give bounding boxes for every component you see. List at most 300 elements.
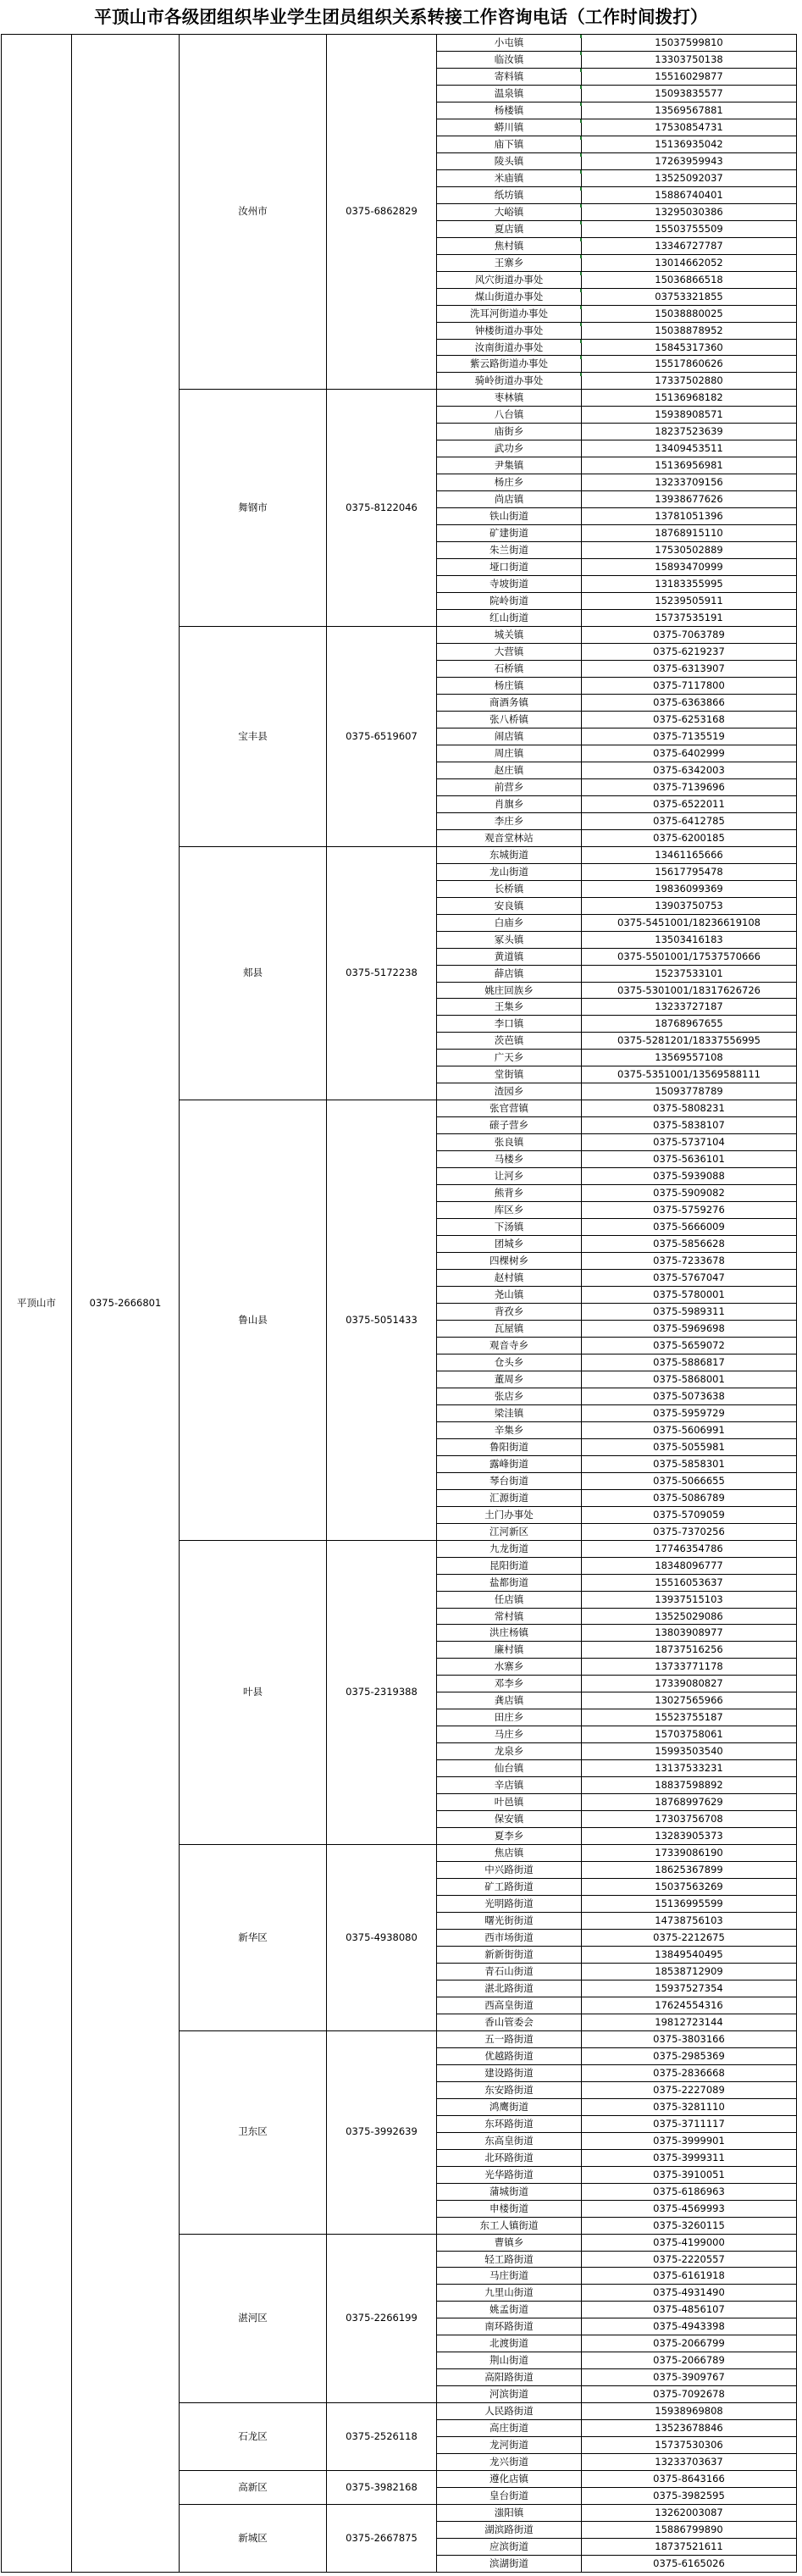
town-name: 观音寺乡 — [489, 1338, 528, 1351]
cell-marker-icon — [580, 373, 582, 376]
town-phone: 0375-5301001/18317626726 — [617, 983, 761, 996]
district-phone: 0375-2667875 — [346, 2531, 418, 2544]
town-phone: 15136935042 — [655, 137, 723, 150]
town-name: 尚店镇 — [494, 492, 524, 505]
town-phone: 15516053637 — [655, 1576, 723, 1588]
district-name: 新华区 — [238, 1931, 268, 1943]
town-name: 鲁阳街道 — [489, 1440, 528, 1453]
town-phone: 18768967655 — [655, 1017, 723, 1029]
town-phone: 13137533231 — [655, 1761, 723, 1774]
town-phone: 0375-3281110 — [653, 2100, 725, 2113]
town-name: 煤山街道办事处 — [474, 290, 544, 302]
town-name: 张良镇 — [494, 1135, 524, 1148]
cell-marker-icon — [580, 102, 582, 106]
town-phone: 19836099369 — [655, 882, 723, 895]
town-phone: 0375-2066799 — [653, 2336, 725, 2349]
town-phone: 17530854731 — [655, 120, 723, 133]
town-phone: 0375-5086789 — [653, 1491, 725, 1504]
town-name: 堂街镇 — [494, 1067, 524, 1080]
town-phone: 0375-4943398 — [653, 2319, 725, 2332]
town-name: 瓦屋镇 — [494, 1321, 524, 1334]
town-name: 高阳路街道 — [484, 2370, 534, 2383]
town-name: 申楼街道 — [489, 2202, 528, 2214]
town-name: 仙台镇 — [494, 1761, 524, 1774]
town-name: 洪庄杨镇 — [489, 1626, 528, 1638]
town-name: 优越路街道 — [484, 2049, 534, 2062]
town-name: 高庄街道 — [489, 2421, 528, 2434]
town-name: 城关镇 — [494, 628, 524, 640]
town-name: 辛集乡 — [494, 1423, 524, 1436]
town-name: 庙街乡 — [494, 424, 524, 437]
town-phone: 13409453511 — [655, 441, 723, 454]
town-phone: 17530502889 — [655, 543, 723, 556]
town-name: 东工人镇街道 — [479, 2219, 539, 2231]
town-phone: 15516029877 — [655, 69, 723, 82]
town-phone: 0375-5281201/18337556995 — [617, 1033, 761, 1046]
town-phone: 17337502880 — [655, 374, 723, 386]
town-name: 光华路街道 — [484, 2168, 534, 2180]
town-name: 保安镇 — [494, 1812, 524, 1825]
town-name: 商酒务镇 — [489, 695, 528, 708]
district-name: 高新区 — [238, 2480, 268, 2493]
town-name: 紫云路街道办事处 — [470, 357, 548, 369]
town-phone: 14738756103 — [655, 1914, 723, 1926]
town-name: 东城街道 — [489, 848, 528, 861]
town-name: 下汤镇 — [494, 1220, 524, 1233]
town-phone: 0375-6161918 — [653, 2269, 725, 2281]
town-phone: 0375-5636101 — [653, 1152, 725, 1165]
town-name: 姚孟街道 — [489, 2302, 528, 2315]
town-phone: 13903750753 — [655, 899, 723, 911]
town-phone: 15886740401 — [655, 188, 723, 201]
town-phone: 0375-5856628 — [653, 1237, 725, 1249]
town-phone: 0375-6412785 — [653, 814, 725, 827]
town-phone: 0375-2220557 — [653, 2252, 725, 2265]
town-phone: 0375-4569993 — [653, 2202, 725, 2214]
town-phone: 0375-3982595 — [653, 2489, 725, 2501]
town-name: 江河新区 — [489, 1525, 528, 1537]
town-phone: 13569557108 — [655, 1050, 723, 1063]
town-phone: 15239505911 — [655, 594, 723, 607]
town-name: 骑岭街道办事处 — [474, 374, 544, 386]
town-phone: 18538712909 — [655, 1964, 723, 1977]
town-name: 库区乡 — [494, 1203, 524, 1216]
town-name: 东安路街道 — [484, 2083, 534, 2096]
city-name: 平顶山市 — [17, 1296, 56, 1309]
town-phone: 0375-2836668 — [653, 2066, 725, 2079]
town-name: 应滨街道 — [489, 2540, 528, 2552]
town-name: 尧山镇 — [494, 1288, 524, 1300]
town-name: 河滨街道 — [489, 2387, 528, 2400]
town-phone: 15993503540 — [655, 1744, 723, 1757]
town-name: 仓头乡 — [494, 1355, 524, 1368]
cell-marker-icon — [580, 356, 582, 359]
town-name: 曙光街街道 — [484, 1914, 534, 1926]
town-phone: 0375-5868001 — [653, 1372, 725, 1385]
town-phone: 0375-8643166 — [653, 2472, 725, 2485]
town-name: 辛店镇 — [494, 1778, 524, 1791]
district-phone: 0375-2266199 — [346, 2312, 418, 2324]
town-name: 大峪镇 — [494, 205, 524, 218]
town-phone: 0375-6200185 — [653, 831, 725, 844]
town-name: 田庄乡 — [494, 1710, 524, 1723]
town-phone: 15503755509 — [655, 222, 723, 235]
town-phone: 0375-5073638 — [653, 1389, 725, 1402]
district-phone: 0375-5051433 — [346, 1313, 418, 1326]
town-phone: 0375-5886817 — [653, 1355, 725, 1368]
town-phone: 13346727787 — [655, 239, 723, 252]
town-phone: 15937527354 — [655, 1981, 723, 1994]
town-phone: 0375-5969698 — [653, 1321, 725, 1334]
district-name: 湛河区 — [238, 2312, 268, 2324]
town-name: 叶邑镇 — [494, 1795, 524, 1808]
district-phone: 0375-2319388 — [346, 1686, 418, 1698]
town-phone: 13233727187 — [655, 1000, 723, 1012]
town-name: 广天乡 — [494, 1050, 524, 1063]
town-name: 轻工路街道 — [484, 2252, 534, 2265]
town-name: 琴台街道 — [489, 1474, 528, 1487]
town-name: 汇源街道 — [489, 1491, 528, 1504]
town-name: 赵庄镇 — [494, 763, 524, 776]
town-name: 张官营镇 — [489, 1101, 528, 1114]
town-name: 安良镇 — [494, 899, 524, 911]
town-phone: 18737516256 — [655, 1643, 723, 1655]
town-phone: 18768997629 — [655, 1795, 723, 1808]
town-phone: 17263959943 — [655, 154, 723, 167]
district-name: 舞钢市 — [238, 501, 268, 513]
town-phone: 0375-5666009 — [653, 1220, 725, 1233]
town-name: 东环路街道 — [484, 2117, 534, 2130]
town-name: 团城乡 — [494, 1237, 524, 1249]
town-phone: 0375-4199000 — [653, 2235, 725, 2248]
town-phone: 13569567881 — [655, 103, 723, 116]
town-name: 薛店镇 — [494, 967, 524, 979]
town-name: 姚庄回族乡 — [484, 983, 534, 996]
town-phone: 0375-3909767 — [653, 2370, 725, 2383]
town-name: 北渡街道 — [489, 2336, 528, 2349]
town-phone: 0375-7117800 — [653, 679, 725, 691]
cell-marker-icon — [580, 272, 582, 275]
town-phone: 0375-6186963 — [653, 2185, 725, 2197]
town-phone: 0375-5959729 — [653, 1406, 725, 1419]
district-name: 汝州市 — [238, 205, 268, 218]
town-phone: 13937515103 — [655, 1593, 723, 1605]
town-phone: 13233703637 — [655, 2455, 723, 2468]
town-name: 米庙镇 — [494, 171, 524, 184]
town-name: 王寨乡 — [494, 256, 524, 269]
town-name: 长桥镇 — [494, 882, 524, 895]
cell-marker-icon — [580, 187, 582, 191]
town-name: 建设路街道 — [484, 2066, 534, 2079]
town-name: 赵村镇 — [494, 1271, 524, 1283]
town-phone: 0375-5351001/13569588111 — [617, 1067, 761, 1080]
district-name: 鲁山县 — [238, 1313, 268, 1326]
town-name: 任店镇 — [494, 1593, 524, 1605]
town-name: 蟒川镇 — [494, 120, 524, 133]
town-name: 张店乡 — [494, 1389, 524, 1402]
town-phone: 17746354786 — [655, 1542, 723, 1554]
district-name: 石龙区 — [238, 2429, 268, 2442]
town-phone: 13503416183 — [655, 933, 723, 945]
town-phone: 0375-5737104 — [653, 1135, 725, 1148]
town-phone: 0375-5451001/18236619108 — [617, 916, 761, 928]
town-phone: 15093835577 — [655, 86, 723, 99]
town-name: 滨湖街道 — [489, 2557, 528, 2569]
town-phone: 15938908571 — [655, 407, 723, 420]
town-phone: 0375-5759276 — [653, 1203, 725, 1216]
town-phone: 13027565966 — [655, 1693, 723, 1706]
town-phone: 18625367899 — [655, 1863, 723, 1875]
town-name: 东高皇街道 — [484, 2134, 534, 2147]
town-name: 滍阳镇 — [494, 2506, 524, 2518]
town-phone: 0375-6165026 — [653, 2557, 725, 2569]
district-phone: 0375-6519607 — [346, 729, 418, 742]
town-phone: 15523755187 — [655, 1710, 723, 1723]
town-name: 冢头镇 — [494, 933, 524, 945]
town-phone: 0375-3910051 — [653, 2168, 725, 2180]
town-name: 露峰街道 — [489, 1457, 528, 1470]
town-name: 磙子营乡 — [489, 1118, 528, 1131]
town-phone: 13283905373 — [655, 1829, 723, 1842]
town-phone: 15036866518 — [655, 273, 723, 285]
town-name: 八台镇 — [494, 407, 524, 420]
town-phone: 13233709156 — [655, 475, 723, 488]
town-phone: 0375-4856107 — [653, 2302, 725, 2315]
town-phone: 0375-3260115 — [653, 2219, 725, 2231]
district-name: 新城区 — [238, 2531, 268, 2544]
town-name: 马庄街道 — [489, 2269, 528, 2281]
town-phone: 0375-5659072 — [653, 1338, 725, 1351]
town-phone: 0375-5858301 — [653, 1457, 725, 1470]
town-name: 王集乡 — [494, 1000, 524, 1012]
town-phone: 13523678846 — [655, 2421, 723, 2434]
town-phone: 0375-5767047 — [653, 1271, 725, 1283]
town-name: 李口镇 — [494, 1017, 524, 1029]
town-phone: 18348096777 — [655, 1559, 723, 1571]
town-name: 风穴街道办事处 — [474, 273, 544, 285]
cell-marker-icon — [580, 35, 582, 38]
district-name: 郏县 — [243, 967, 263, 979]
town-name: 五一路街道 — [484, 2032, 534, 2045]
town-phone: 0375-5838107 — [653, 1118, 725, 1131]
town-name: 周庄镇 — [494, 746, 524, 759]
town-name: 中兴路街道 — [484, 1863, 534, 1875]
town-phone: 15237533101 — [655, 967, 723, 979]
town-phone: 0375-7370256 — [653, 1525, 725, 1537]
town-name: 武功乡 — [494, 441, 524, 454]
town-name: 钟楼街道办事处 — [474, 324, 544, 336]
town-name: 马庄乡 — [494, 1727, 524, 1740]
town-phone: 0375-2066789 — [653, 2353, 725, 2366]
town-phone: 15136956981 — [655, 458, 723, 471]
town-name: 杨庄乡 — [494, 475, 524, 488]
town-name: 曹镇乡 — [494, 2235, 524, 2248]
town-phone: 0375-6522011 — [653, 797, 725, 810]
town-name: 温泉镇 — [494, 86, 524, 99]
town-phone: 18837598892 — [655, 1778, 723, 1791]
cell-marker-icon — [580, 69, 582, 72]
town-phone: 0375-5939088 — [653, 1169, 725, 1182]
town-name: 土门办事处 — [484, 1508, 534, 1521]
town-name: 寄料镇 — [494, 69, 524, 82]
town-name: 红山街道 — [489, 611, 528, 623]
town-name: 夏店镇 — [494, 222, 524, 235]
town-name: 光明路街道 — [484, 1897, 534, 1909]
district-name: 叶县 — [243, 1686, 263, 1698]
town-phone: 0375-7063789 — [653, 628, 725, 640]
town-phone: 17624554316 — [655, 1998, 723, 2011]
cell-marker-icon — [580, 119, 582, 123]
town-phone: 15893470999 — [655, 560, 723, 573]
town-phone: 15845317360 — [655, 341, 723, 353]
town-phone: 0375-5709059 — [653, 1508, 725, 1521]
town-phone: 13733771178 — [655, 1659, 723, 1672]
town-phone: 18237523639 — [655, 424, 723, 437]
town-phone: 13461165666 — [655, 848, 723, 861]
town-name: 夏李乡 — [494, 1829, 524, 1842]
cell-marker-icon — [580, 204, 582, 208]
cell-marker-icon — [580, 52, 582, 55]
town-phone: 13781051396 — [655, 509, 723, 522]
town-name: 背孜乡 — [494, 1305, 524, 1317]
town-phone: 15038878952 — [655, 324, 723, 336]
town-name: 杨庄镇 — [494, 679, 524, 691]
cell-marker-icon — [580, 255, 582, 258]
town-phone: 15136968182 — [655, 391, 723, 403]
town-name: 洗耳河街道办事处 — [470, 307, 548, 319]
town-phone: 0375-5055981 — [653, 1440, 725, 1453]
town-phone: 15517860626 — [655, 357, 723, 369]
town-name: 鸿鹰街道 — [489, 2100, 528, 2113]
town-name: 北环路街道 — [484, 2151, 534, 2163]
cell-marker-icon — [580, 153, 582, 157]
town-phone: 0375-4931490 — [653, 2285, 725, 2298]
town-name: 遵化店镇 — [489, 2472, 528, 2485]
town-phone: 0375-2227089 — [653, 2083, 725, 2096]
town-name: 李庄乡 — [494, 814, 524, 827]
town-phone: 15938969808 — [655, 2404, 723, 2417]
town-name: 九龙街道 — [489, 1542, 528, 1554]
town-phone: 18768915110 — [655, 526, 723, 539]
cell-marker-icon — [580, 170, 582, 174]
town-name: 院岭街道 — [489, 594, 528, 607]
town-phone: 0375-6219237 — [653, 645, 725, 657]
town-name: 枣林镇 — [494, 391, 524, 403]
town-phone: 13014662052 — [655, 256, 723, 269]
town-phone: 15737530306 — [655, 2438, 723, 2451]
town-name: 渣园乡 — [494, 1084, 524, 1097]
table-border-right — [796, 34, 797, 2573]
town-name: 香山管委会 — [484, 2015, 534, 2028]
page-title: 平顶山市各级团组织毕业学生团员组织关系转接工作咨询电话（工作时间拨打） — [94, 7, 708, 27]
town-name: 西高皇街道 — [484, 1998, 534, 2011]
town-phone: 0375-2212675 — [653, 1931, 725, 1943]
town-phone: 0375-6402999 — [653, 746, 725, 759]
town-name: 朱兰街道 — [489, 543, 528, 556]
town-phone: 0375-5606991 — [653, 1423, 725, 1436]
town-phone: 13262003087 — [655, 2506, 723, 2518]
town-phone: 0375-3711117 — [653, 2117, 725, 2130]
cell-marker-icon — [580, 306, 582, 309]
town-name: 梁洼镇 — [494, 1406, 524, 1419]
town-phone: 13295030386 — [655, 205, 723, 218]
town-name: 矿建街道 — [489, 526, 528, 539]
town-phone: 0375-5989311 — [653, 1305, 725, 1317]
town-phone: 18737521611 — [655, 2540, 723, 2552]
town-phone: 0375-7092678 — [653, 2387, 725, 2400]
cell-marker-icon — [580, 340, 582, 343]
town-name: 熊背乡 — [494, 1186, 524, 1199]
town-name: 杨楼镇 — [494, 103, 524, 116]
town-phone: 19812723144 — [655, 2015, 723, 2028]
town-phone: 15093778789 — [655, 1084, 723, 1097]
town-phone: 15037599810 — [655, 36, 723, 48]
town-name: 观音堂林站 — [484, 831, 534, 844]
town-name: 龚店镇 — [494, 1693, 524, 1706]
town-phone: 15037563269 — [655, 1880, 723, 1892]
town-phone: 0375-5066655 — [653, 1474, 725, 1487]
town-phone: 0375-5501001/17537570666 — [617, 950, 761, 962]
town-phone: 13303750138 — [655, 53, 723, 65]
town-name: 湛北路街道 — [484, 1981, 534, 1994]
town-name: 垭口街道 — [489, 560, 528, 573]
town-name: 肖旗乡 — [494, 797, 524, 810]
town-phone: 13938677626 — [655, 492, 723, 505]
district-phone: 0375-2526118 — [346, 2429, 418, 2442]
town-name: 湖滨路街道 — [484, 2523, 534, 2535]
town-name: 大营镇 — [494, 645, 524, 657]
town-phone: 0375-3803166 — [653, 2032, 725, 2045]
town-phone: 13803908977 — [655, 1626, 723, 1638]
town-name: 荆山街道 — [489, 2353, 528, 2366]
town-phone: 15136995599 — [655, 1897, 723, 1909]
town-name: 常村镇 — [494, 1609, 524, 1622]
district-phone: 0375-8122046 — [346, 501, 418, 513]
town-name: 四棵树乡 — [489, 1254, 528, 1266]
town-name: 汝南街道办事处 — [474, 341, 544, 353]
town-name: 小屯镇 — [494, 36, 524, 48]
town-name: 蒲城街道 — [489, 2185, 528, 2197]
table-border-bottom — [1, 2572, 797, 2573]
town-phone: 0375-5780001 — [653, 1288, 725, 1300]
town-phone: 0375-3999311 — [653, 2151, 725, 2163]
town-phone: 03753321855 — [655, 290, 723, 302]
town-name: 焦店镇 — [494, 1846, 524, 1859]
town-phone: 17303756708 — [655, 1812, 723, 1825]
town-phone: 17339080827 — [655, 1676, 723, 1689]
district-name: 卫东区 — [238, 2125, 268, 2138]
town-name: 西市场街道 — [484, 1931, 534, 1943]
district-phone: 0375-5172238 — [346, 967, 418, 979]
town-phone: 0375-7135519 — [653, 729, 725, 742]
town-name: 廉村镇 — [494, 1643, 524, 1655]
town-phone: 0375-6363866 — [653, 695, 725, 708]
town-phone: 0375-5909082 — [653, 1186, 725, 1199]
town-name: 焦村镇 — [494, 239, 524, 252]
town-phone: 0375-2985369 — [653, 2049, 725, 2062]
town-phone: 13525029086 — [655, 1609, 723, 1622]
town-name: 石桥镇 — [494, 662, 524, 674]
town-name: 董周乡 — [494, 1372, 524, 1385]
town-name: 前营乡 — [494, 780, 524, 793]
town-name: 铁山街道 — [489, 509, 528, 522]
town-phone: 13183355995 — [655, 577, 723, 590]
district-name: 宝丰县 — [238, 729, 268, 742]
town-phone: 15038880025 — [655, 307, 723, 319]
district-phone: 0375-6862829 — [346, 205, 418, 218]
cell-marker-icon — [580, 86, 582, 89]
town-name: 水寨乡 — [494, 1659, 524, 1672]
